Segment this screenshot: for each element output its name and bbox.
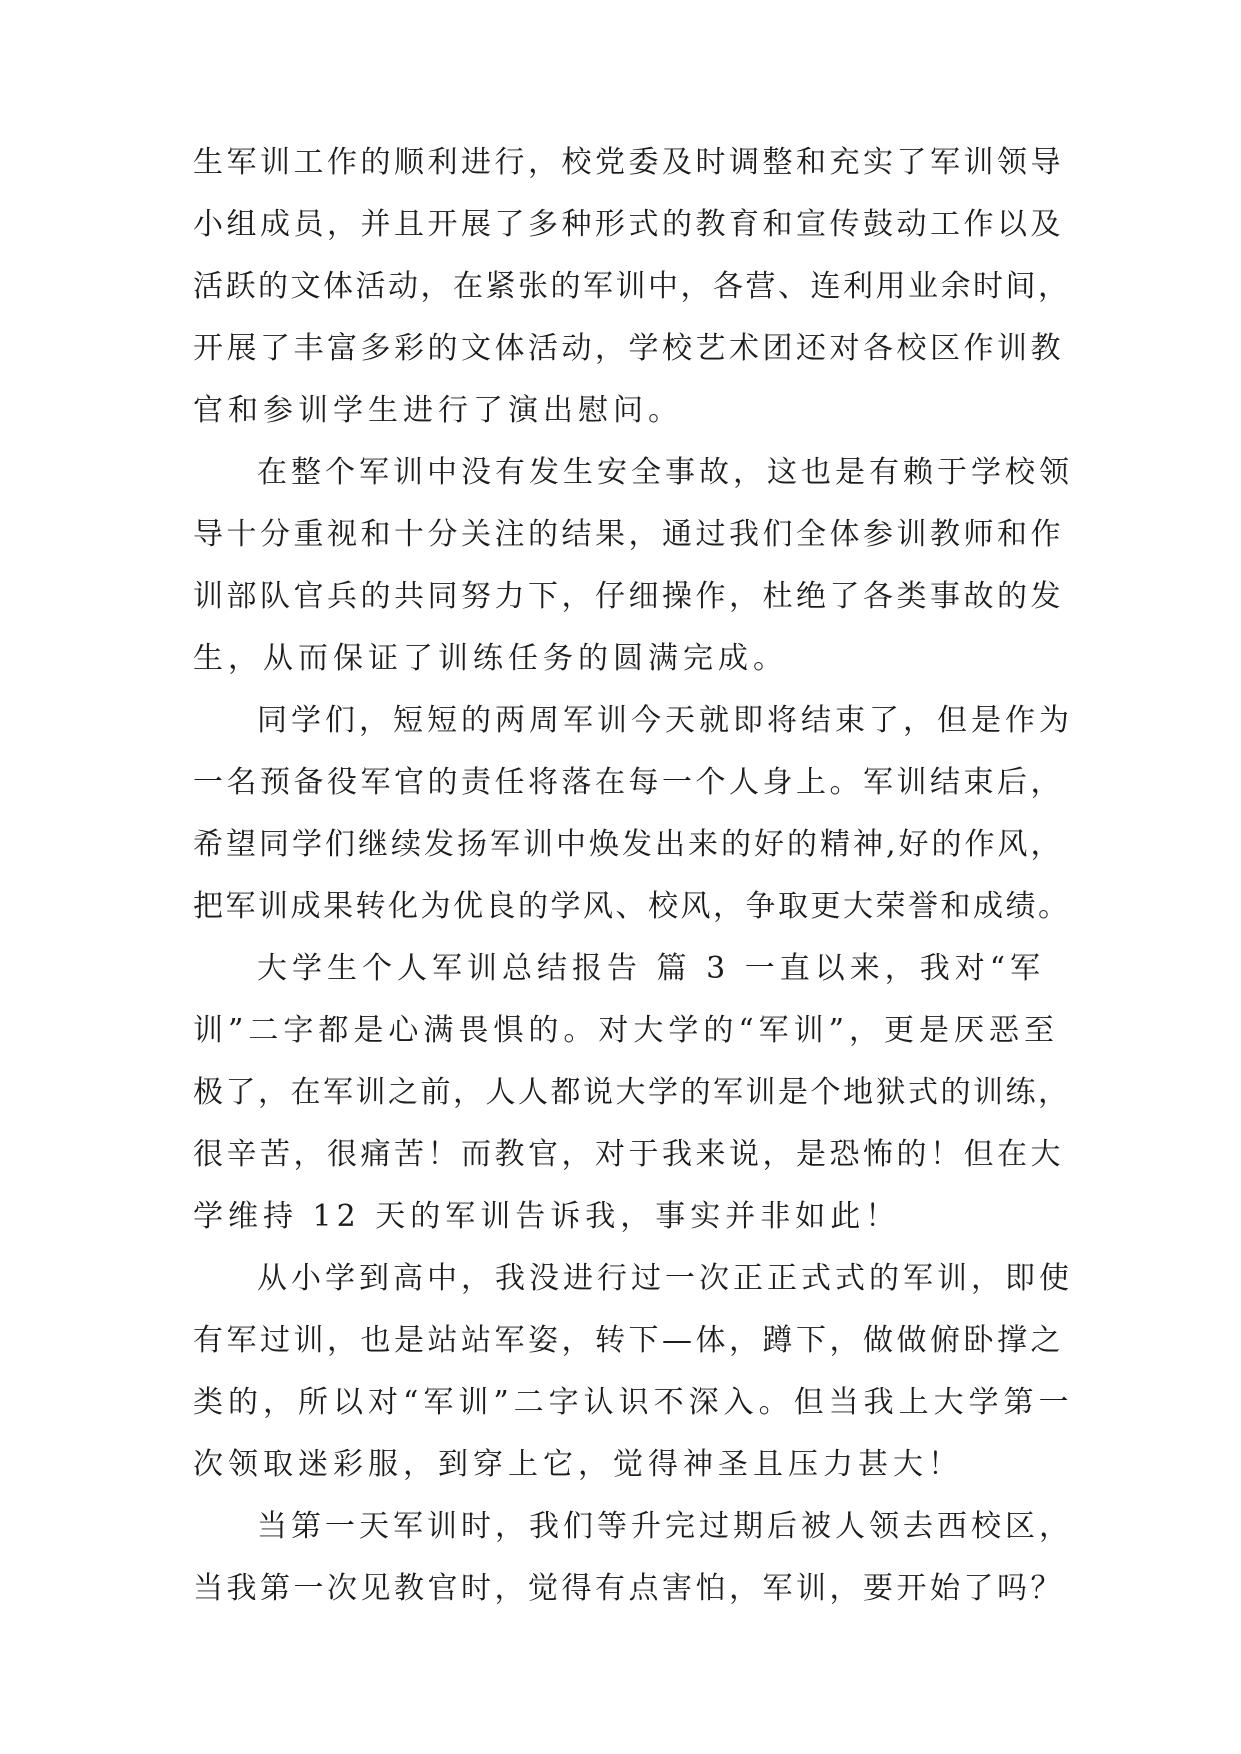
text-line: 训部队官兵的共同努力下，仔细操作，杜绝了各类事故的发 — [193, 579, 1064, 614]
paragraph-first-line: 从小学到高中，我没进行过一次正正式式的军训，即使 — [257, 1261, 1073, 1296]
text-line: 活跃的文体活动，在紧张的军训中，各营、连利用业余时间， — [193, 269, 1071, 304]
text-line: 有军过训，也是站站军姿，转下—体，蹲下，做做俯卧撑之 — [193, 1323, 1064, 1358]
text-line: 训”二字都是心满畏惧的。对大学的“军训”，更是厌恶至 — [193, 1013, 1060, 1048]
text-line: 生，从而保证了训练任务的圆满完成。 — [193, 641, 788, 676]
text-line: 把军训成果转化为优良的学风、校风，争取更大荣誉和成绩。 — [193, 889, 1071, 924]
paragraph-first-line: 同学们，短短的两周军训今天就即将结束了，但是作为 — [257, 703, 1073, 738]
text-line: 学维持 12 天的军训告诉我，事实并非如此！ — [193, 1199, 901, 1234]
text-line: 一名预备役军官的责任将落在每一个人身上。军训结束后， — [193, 765, 1064, 800]
text-line: 极了，在军训之前，人人都说大学的军训是个地狱式的训练， — [193, 1075, 1071, 1110]
text-line: 很辛苦，很痛苦！而教官，对于我来说，是恐怖的！但在大 — [193, 1137, 1064, 1172]
text-line: 希望同学们继续发扬军训中焕发出来的好的精神,好的作风， — [193, 827, 1064, 862]
text-line: 开展了丰富多彩的文体活动，学校艺术团还对各校区作训教 — [193, 331, 1064, 366]
text-line: 次领取迷彩服，到穿上它，觉得神圣且压力甚大！ — [193, 1447, 963, 1482]
text-line: 小组成员，并且开展了多种形式的教育和宣传鼓动工作以及 — [193, 207, 1064, 242]
text-line: 导十分重视和十分关注的结果，通过我们全体参训教师和作 — [193, 517, 1064, 552]
paragraph-first-line: 当第一天军训时，我们等升完过期后被人领去西校区， — [257, 1509, 1073, 1544]
text-line: 当我第一次见教官时，觉得有点害怕，军训，要开始了吗？ — [193, 1571, 1064, 1606]
text-line: 生军训工作的顺利进行，校党委及时调整和充实了军训领导 — [193, 145, 1064, 180]
paragraph-first-line: 在整个军训中没有发生安全事故，这也是有赖于学校领 — [257, 455, 1073, 490]
document-body — [193, 132, 1075, 1620]
text-line: 官和参训学生进行了演出慰问。 — [193, 393, 683, 428]
text-line: 类的，所以对“军训”二字认识不深入。但当我上大学第一 — [193, 1385, 1074, 1420]
section-heading-line: 大学生个人军训总结报告 篇 3 一直以来，我对“军 — [257, 951, 1046, 986]
